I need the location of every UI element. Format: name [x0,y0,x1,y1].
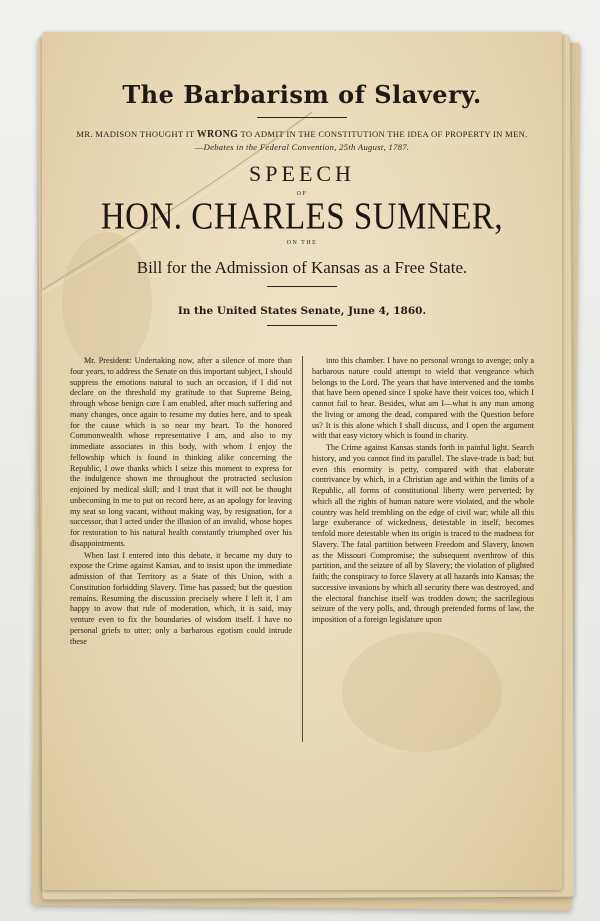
paragraph: When last I entered into this debate, it became my duty to expose the Crime against Kansas, and to insist upon the immediate admission of that Territory as a State of this Union, with a Constitution forbidding Slavery. Time has passed; but the question remains. Resuming the discussion precisely where I left it, I am happy to avow that rule of moderation, which, it is said, may venture even to fix the boundaries of wisdom itself. I have no personal griefs to utter; only a barbarous egotism could intrude these [70,550,292,646]
pamphlet-front-page [42,32,562,890]
speaker-name: HON. CHARLES SUMNER, [100,196,504,238]
on-the-label: ON THE [286,240,318,246]
venue-line: In the United States Senate, June 4, 1860. [177,305,427,317]
pamphlet-title: The Barbarism of Slavery. [122,80,482,109]
venue-rule [267,325,337,326]
speech-body [70,356,534,742]
masthead [42,80,562,326]
epigraph-source: Debates in the Federal Convention, 25th August, 1787. [203,142,410,152]
epigraph-text-start: MR. MADISON THOUGHT IT [76,129,195,139]
speech-heading: SPEECH [249,161,355,186]
epigraph-emphasis: WRONG [196,129,239,140]
epigraph [76,128,528,153]
paragraph: The Crime against Kansas stands forth in painful light. Search history, and you cannot find its parallel. The slave-trade is bad; but even this enormity is petty, compared with that elaborate contrivance by which, in a Christian age and within the limits of a Republic, all forms of constitutional liberty were perverted; by which all the rights of human nature were violated, and the whole country was held trembling on the edge of civil war; while all this large exuberance of wickedness, detestable in itself, becomes tenfold more detestable when its origin is traced to the madness for Slavery. The fatal partition between Freedom and Slavery, known as the Missouri Compromise; the subsequent overthrow of this partition, and the seizure of all by Slavery; the violation of plighted faith; the conspiracy to force Slavery at all hazards into Kansas; the successive invasions by which all security there was destroyed, and the electoral franchise itself was trodden down; the sacrilegious seizure of the very polls, and, through pretended forms of law, the imposition of a foreign legislature upon [312,443,534,624]
left-column [70,356,292,742]
bill-rule [267,286,337,287]
bill-title: Bill for the Admission of Kansas as a Free State. [136,258,468,277]
of-label: OF [296,191,308,197]
column-divider [302,356,303,742]
paragraph: Mr. President: Undertaking now, after a silence of more than four years, to address the Senate on this important subject, I should suppress the emotions natural to such an occasion, if I did not declare on the threshold my gratitude to that Supreme Being, through whose benign care I am enabled, after much suffering and many changes, once again to resume my duties here, and to speak for the cause which is so near my heart. To the honored Commonwealth whose representative I am, and also to my immediate associates in this body, with whom I enjoy the fellowship which is found in thinking alike concerning the Republic, I owe thanks which I seize this moment to express for the indulgence shown me throughout the protracted seclusion enjoined by medical skill; and I trust that it will not be thought unbecoming in me to put on record here, as an apology for leaving my seat so long vacant, without making way, by resignation, for a successor, that I acted under the illusion of an invalid, whose hopes for restoration to his natural health constantly triumphed over his disappointments. [70,356,292,548]
title-rule [257,117,347,118]
paragraph: into this chamber. I have no personal wrongs to avenge; only a barbarous nature could attempt to wield that vengeance which belongs to the Lord. The years that have intervened and the tombs that have been opened since I spoke have their voices too, which I cannot fail to hear. Besides, what am I—what is any man among the living or among the dead, compared with the Question before us? It is this alone which I shall discuss, and I open the argument with that easy victory which is found in charity. [312,356,534,441]
right-column [312,356,534,742]
epigraph-text-end: TO ADMIT IN THE CONSTITUTION THE IDEA OF PROPERTY IN MEN.— [194,129,528,152]
